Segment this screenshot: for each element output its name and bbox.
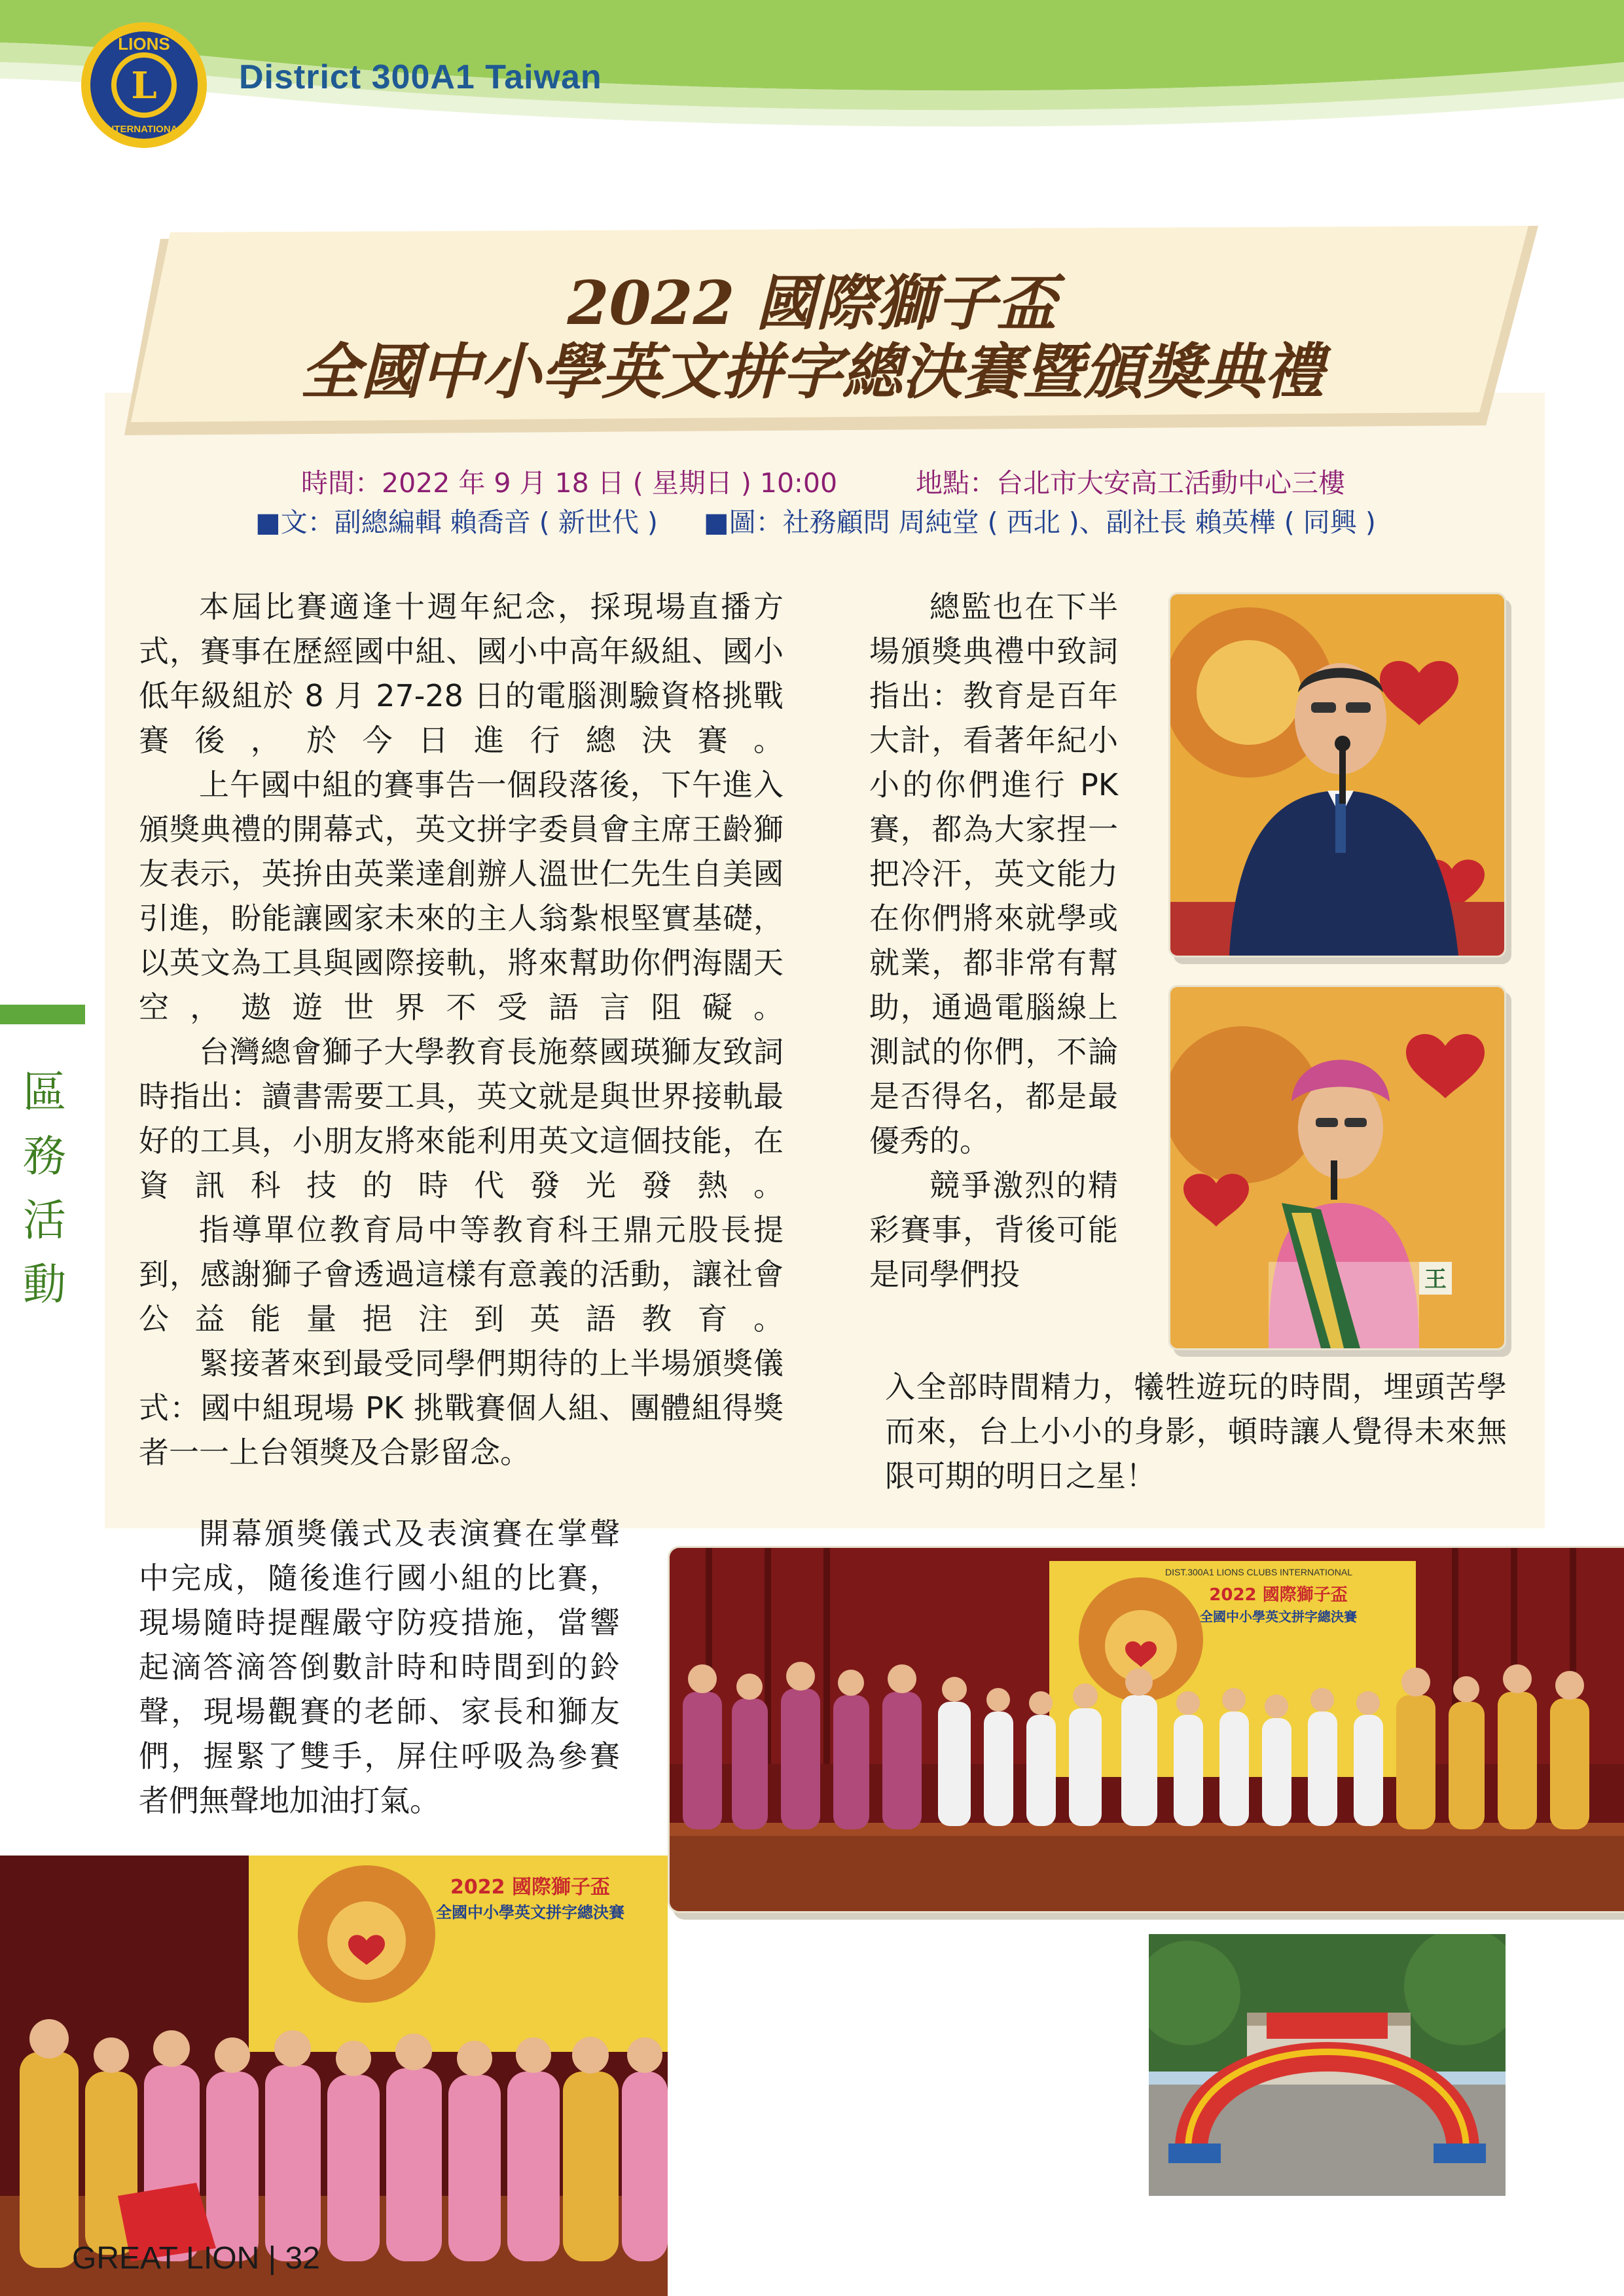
svg-text:2022 國際獅子盃: 2022 國際獅子盃 [450,1876,610,1899]
photo-credit: ■圖：社務顧問 周純堂 ( 西北 )、副社長 賴英樺 ( 同興 ) [703,507,1376,538]
svg-text:INTERNATIONAL: INTERNATIONAL [104,124,184,135]
body-column-left-lower [139,1511,620,1823]
paragraph: 指導單位教育局中等教育科王鼎元股長提到，感謝獅子會透過這樣有意義的活動，讓社會公益能量挹注到英語教育。 [139,1212,784,1336]
section-tab-char: 區 [23,1067,66,1117]
paragraph: 本屆比賽適逢十週年紀念，採現場直播方式，賽事在歷經國中組、國小中高年級組、國小低年級組於 8 月 27-28 日的電腦測驗資格挑戰賽後，於今日進行總決賽。 [139,589,784,758]
svg-text:全國中小學英文拼字總決賽: 全國中小學英文拼字總決賽 [436,1903,624,1922]
paragraph: 入全部時間精力，犧牲遊玩的時間，埋頭苦學而來，台上小小的身影，頓時讓人覺得未來無限可期的明日之星！ [885,1369,1507,1494]
svg-text:DIST.300A1 LIONS CLUBS INTERNA: DIST.300A1 LIONS CLUBS INTERNATIONAL [1164,1567,1353,1577]
body-column-left [139,584,784,1475]
body-column-right-lower [885,1365,1507,1498]
photo-stage-group [668,1546,1624,1913]
svg-text:LIONS: LIONS [118,34,170,54]
section-tab-char: 動 [23,1259,66,1310]
magazine-name: GREAT LION [72,2241,260,2276]
svg-text:2022 國際獅子盃: 2022 國際獅子盃 [1209,1585,1348,1605]
paragraph: 總監也在下半場頒獎典禮中致詞指出：教育是百年大計，看著年紀小小的你們進行 PK 賽，都為大家捏一把冷汗，英文能力在你們將來就學或就業，都非常有幫助，通過電腦線上測試的你們，不論是否得名，都是最優秀的。 [869,589,1118,1158]
district-label: District 300A1 Taiwan [239,58,602,96]
photo-big-group [0,1856,668,2296]
lions-logo [79,20,209,151]
svg-text:全國中小學英文拼字總決賽: 全國中小學英文拼字總決賽 [1200,1609,1357,1624]
article-title-line1: 2022 國際獅子盃 [567,268,1057,338]
event-info [301,461,1345,500]
paragraph: 開幕頒獎儀式及表演賽在掌聲中完成，隨後進行國小組的比賽，現場隨時提醒嚴守防疫措施，當響起滴答滴答倒數計時和時間到的鈴聲，現場觀賽的老師、家長和獅友們，握緊了雙手，屏住呼吸為參賽者們無聲地加油打氣。 [139,1516,620,1818]
paragraph: 競爭激烈的精彩賽事，背後可能是同學們投 [869,1168,1118,1292]
text-credit: ■文：副總編輯 賴喬音 ( 新世代 ) [255,507,658,538]
photo-entrance-arch [1149,1934,1506,2196]
svg-text:王: 王 [1424,1266,1447,1293]
paragraph: 台灣總會獅子大學教育長施蔡國瑛獅友致詞時指出：讀書需要工具，英文就是與世界接軌最好的工具，小朋友將來能利用英文這個技能，在資訊科技的時代發光發熱。 [139,1034,784,1203]
event-time: 時間：2022 年 9 月 18 日 ( 星期日 ) 10:00 [301,467,838,499]
article-title-line2: 全國中小學英文拼字總決賽暨頒獎典禮 [300,336,1324,407]
section-tab-label [18,1060,71,1317]
section-tab-char: 活 [23,1195,66,1246]
paragraph: 緊接著來到最受同學們期待的上半場頒獎儀式：國中組現場 PK 挑戰賽個人組、團體組得獎者一一上台領獎及合影留念。 [139,1346,784,1470]
page-number: 32 [285,2241,320,2276]
paragraph: 上午國中組的賽事告一個段落後，下午進入頒獎典禮的開幕式，英文拼字委員會主席王齡獅友表示，英拚由英業達創辦人溫世仁先生自美國引進，盼能讓國家未來的主人翁紮根堅實基礎，以英文為工具與國際接軌，將來幫助你們海闊天空，遨遊世界不受語言阻礙。 [139,767,784,1025]
credits [255,501,1376,539]
section-tab-char: 務 [23,1131,66,1181]
body-column-right [869,584,1118,1297]
photo-lion-speaker [1168,985,1506,1350]
photo-district-governor [1168,592,1506,958]
event-location: 地點：台北市大安高工活動中心三樓 [916,467,1346,499]
svg-text:L: L [131,64,157,107]
page-footer: GREAT LION | 32 [72,2241,320,2276]
